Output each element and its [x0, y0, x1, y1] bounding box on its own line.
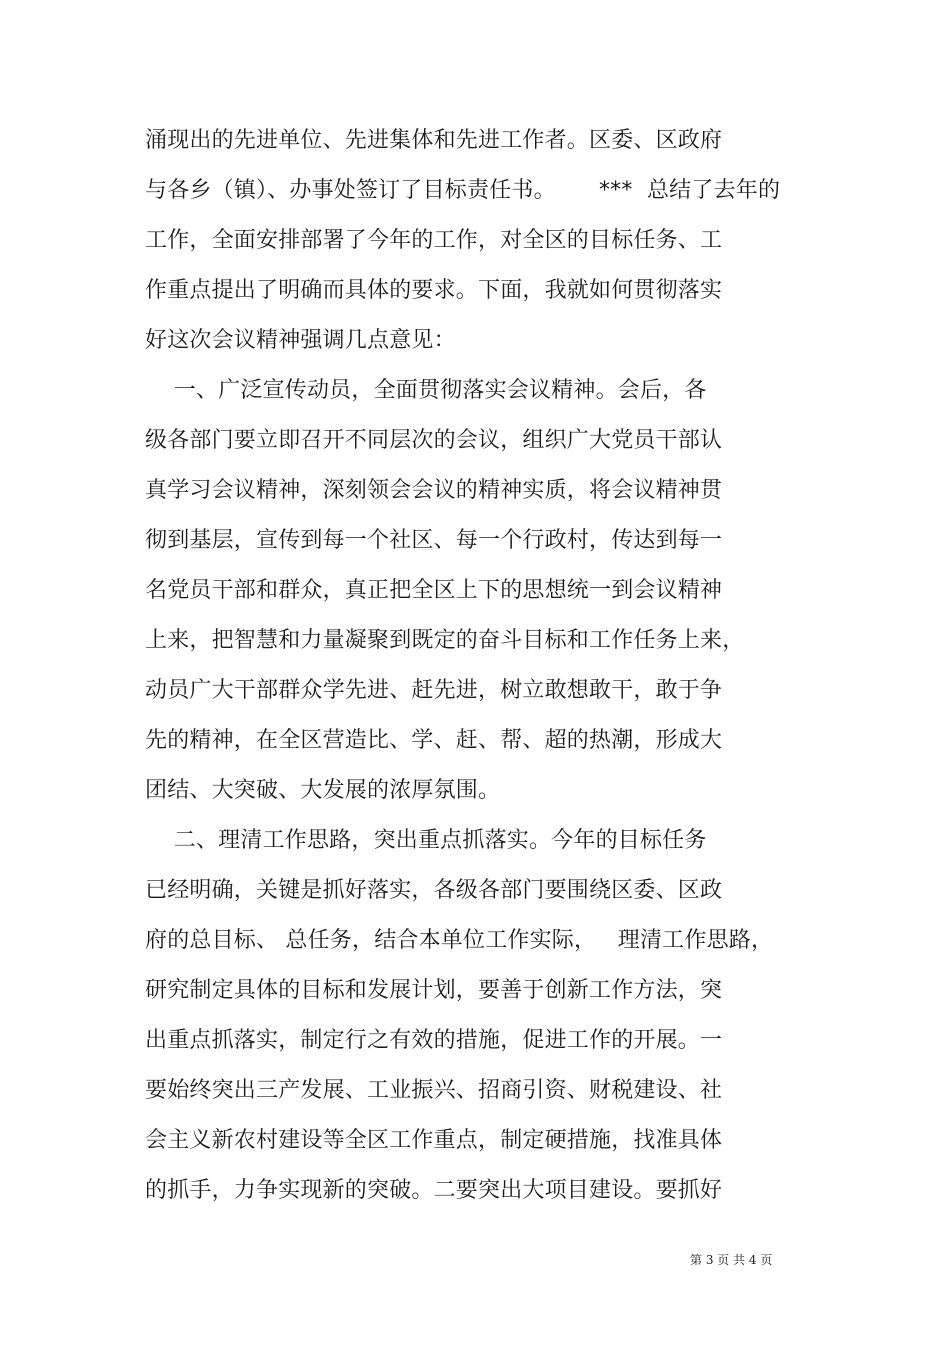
text-line: 涌现出的先进单位、先进集体和先进工作者。区委、区政府	[145, 128, 723, 153]
page-number-footer: 第 3 页 共 4 页	[690, 1253, 773, 1267]
text-line: 上来，把智慧和力量凝聚到既定的奋斗目标和工作任务上来，	[145, 628, 745, 653]
text-line: 级各部门要立即召开不同层次的会议，组织广大党员干部认	[145, 428, 723, 453]
text-line: 府的总目标、 总任务，结合本单位工作实际， 理清工作思路，	[145, 928, 774, 953]
text-line: 的抓手，力争实现新的突破。二要突出大项目建设。要抓好	[145, 1178, 723, 1203]
text-line: 二、理清工作思路，突出重点抓落实。今年的目标任务	[145, 828, 707, 853]
text-line: 会主义新农村建设等全区工作重点，制定硬措施，找准具体	[145, 1128, 723, 1153]
text-line: 与各乡（镇）、办事处签订了目标责任书。 *** 总结了去年的	[145, 178, 781, 203]
text-line: 团结、大突破、大发展的浓厚氛围。	[145, 778, 501, 803]
text-line: 工作，全面安排部署了今年的工作，对全区的目标任务、工	[145, 228, 723, 253]
text-line: 作重点提出了明确而具体的要求。下面，我就如何贯彻落实	[145, 278, 723, 303]
text-line: 名党员干部和群众，真正把全区上下的思想统一到会议精神	[145, 578, 723, 603]
text-line: 动员广大干部群众学先进、赶先进，树立敢想敢干，敢于争	[145, 678, 723, 703]
text-line: 先的精神，在全区营造比、学、赶、帮、超的热潮，形成大	[145, 728, 723, 753]
text-line: 一、广泛宣传动员，全面贯彻落实会议精神。会后，各	[145, 378, 707, 403]
text-line: 真学习会议精神，深刻领会会议的精神实质，将会议精神贯	[145, 478, 723, 503]
text-line: 出重点抓落实，制定行之有效的措施，促进工作的开展。一	[145, 1028, 723, 1053]
body-text	[145, 116, 825, 1216]
text-line: 已经明确，关键是抓好落实，各级各部门要围绕区委、区政	[145, 878, 723, 903]
text-line: 研究制定具体的目标和发展计划，要善于创新工作方法，突	[145, 978, 723, 1003]
text-line: 彻到基层，宣传到每一个社区、每一个行政村，传达到每一	[145, 528, 723, 553]
text-line: 要始终突出三产发展、工业振兴、招商引资、财税建设、社	[145, 1078, 723, 1103]
text-line: 好这次会议精神强调几点意见：	[145, 328, 456, 353]
